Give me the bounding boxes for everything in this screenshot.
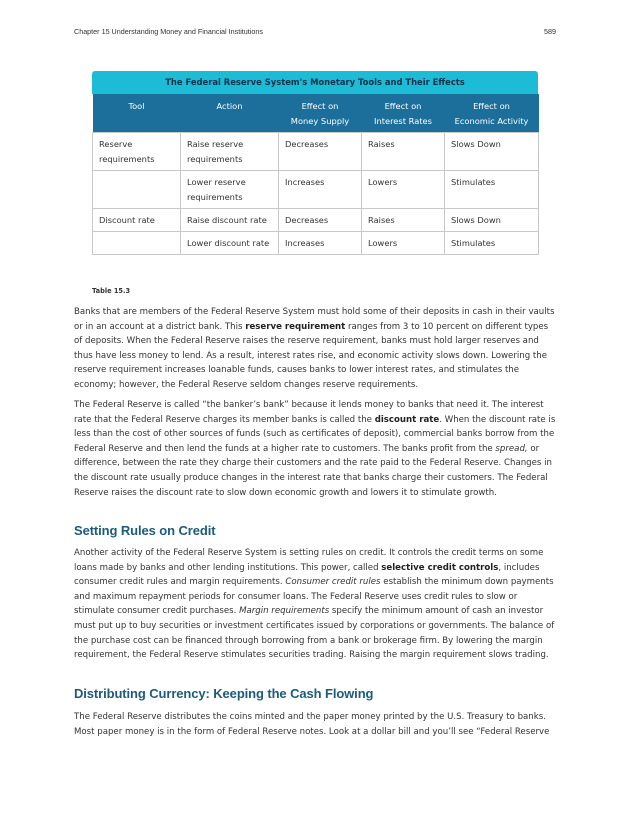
table-row — [93, 232, 539, 255]
table-cell: Raise discount rate — [181, 209, 279, 232]
paragraph-reserve-requirement: Banks that are members of the Federal Reserve System must hold some of their deposits in cash in their vaults or in an account at a district bank. This reserve requirement ranges from 3 to 10 percent on different types of deposits. When the Federal Reserve raises the reserve requirement, banks must hold larger reserves and thus have less money to lend. As a result, interest rates rise, and economic activity slows down. Lowering the reserve requirement increases loanable funds, causes banks to lower interest rates, and stimulates the economy; however, the Federal Reserve seldom changes reserve requirements. — [74, 307, 555, 390]
column-header: Effect on Economic Activity — [445, 94, 539, 133]
table-cell: Slows Down — [445, 133, 539, 171]
table-row — [93, 171, 539, 209]
table-cell: Lowers — [362, 232, 445, 255]
table-cell: Reserve requirements — [93, 133, 181, 171]
table-cell: Decreases — [279, 133, 362, 171]
column-header: Effect on Interest Rates — [362, 94, 445, 133]
heading-setting-rules-on-credit: Setting Rules on Credit — [74, 523, 216, 538]
table-caption: Table 15.3 — [92, 287, 131, 295]
table-header-row — [93, 94, 539, 133]
table-cell: Lower reserve requirements — [181, 171, 279, 209]
column-header: Action — [181, 94, 279, 133]
heading-distributing-currency: Distributing Currency: Keeping the Cash Flowing — [74, 686, 374, 701]
paragraph-selective-credit-controls: Another activity of the Federal Reserve System is setting rules on credit. It controls the credit terms on some loans made by banks and other lending institutions. This power, called selective credit controls, includes consumer credit rules and margin requirements. Consumer credit rules establish the minimum down payments and maximum repayment periods for consumer loans. The Federal Reserve uses credit rules to slow or stimulate consumer credit purchases. Margin requirements specify the minimum amount of cash an investor must put up to buy securities or investment certificates issued by corporations or governments. The balance of the purchase cost can be financed through borrowing from a bank or brokerage firm. By lowering the margin requirement, the Federal Reserve stimulates securities trading. Raising the margin requirement slows trading. — [74, 548, 555, 661]
table-cell: Increases — [279, 171, 362, 209]
table-cell: Decreases — [279, 209, 362, 232]
table-cell — [93, 171, 181, 209]
table-cell: Raises — [362, 133, 445, 171]
running-header-chapter: Chapter 15 Understanding Money and Financial Institutions — [74, 27, 263, 36]
column-header: Tool — [93, 94, 181, 133]
table-cell: Raise reserve requirements — [181, 133, 279, 171]
table-cell: Raises — [362, 209, 445, 232]
table-cell: Discount rate — [93, 209, 181, 232]
table-cell: Lower discount rate — [181, 232, 279, 255]
page-number: 589 — [544, 27, 556, 36]
table-cell: Lowers — [362, 171, 445, 209]
column-header: Effect on Money Supply — [279, 94, 362, 133]
paragraph-discount-rate: The Federal Reserve is called “the banker’s bank” because it lends money to banks that need it. The interest rate that the Federal Reserve charges its member banks is called the discount rate. When the discount rate is less than the cost of other sources of funds (such as certificates of deposit), commercial banks borrow from the Federal Reserve and then lend the funds at a higher rate to customers. The banks profit from the spread, or difference, between the rate they charge their customers and the rate paid to the Federal Reserve. Changes in the discount rate usually produce changes in the interest rate that banks charge their customers. The Federal Reserve raises the discount rate to slow down economic growth and lowers it to stimulate growth. — [74, 400, 556, 498]
monetary-tools-table — [92, 71, 538, 255]
table-title: The Federal Reserve System's Monetary Tools and Their Effects — [92, 71, 538, 94]
table-cell: Slows Down — [445, 209, 539, 232]
table-cell: Stimulates — [445, 232, 539, 255]
table-row — [93, 209, 539, 232]
table-row — [93, 133, 539, 171]
table-cell — [93, 232, 181, 255]
table-cell: Stimulates — [445, 171, 539, 209]
paragraph-distributing-currency: The Federal Reserve distributes the coins minted and the paper money printed by the U.S. Treasury to banks. Most paper money is in the form of Federal Reserve notes. Look at a dollar bill and you’ll see “Federal Reserve — [74, 712, 550, 737]
table-grid — [92, 94, 539, 255]
table-cell: Increases — [279, 232, 362, 255]
